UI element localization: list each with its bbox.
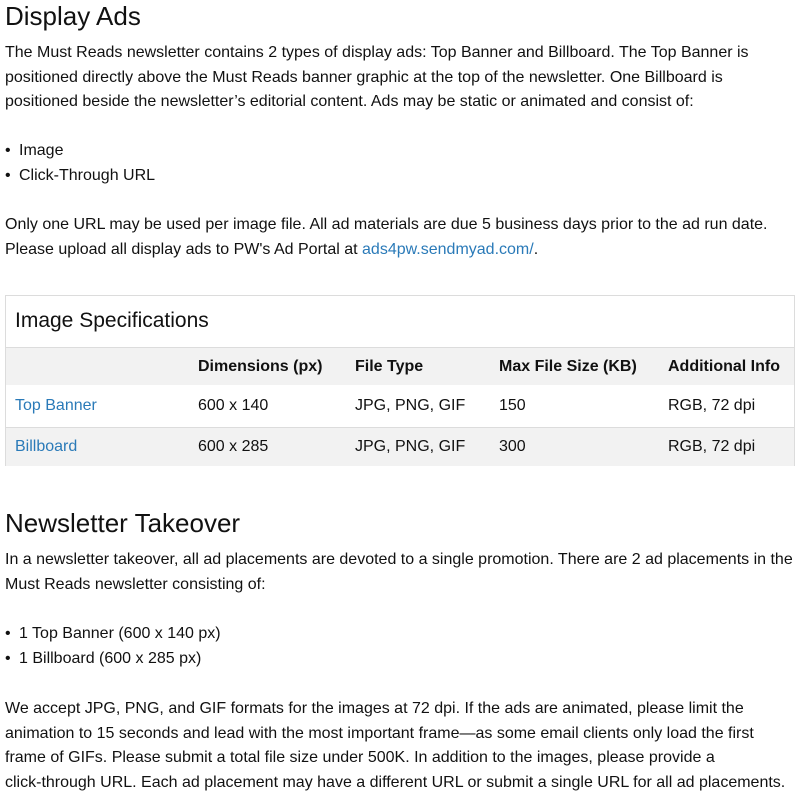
- bullet-icon: •: [5, 649, 11, 667]
- list-item: [5, 647, 221, 672]
- intro-line: positioned directly above the Must Reads banner graphic at the top of the newsletter. One Billboard is: [5, 68, 723, 86]
- takeover-details: [5, 697, 795, 795]
- details-line: click-through URL. Each ad placement may have a different URL or submit a single URL for all ad placements.: [5, 773, 786, 791]
- table-cell: RGB, 72 dpi: [668, 438, 756, 455]
- table-cell: RGB, 72 dpi: [668, 397, 756, 414]
- display-ads-intro: [5, 41, 795, 115]
- details-line: We accept JPG, PNG, and GIF formats for the images at 72 dpi. If the ads are animated, please limit the: [5, 700, 744, 717]
- column-header: File Type: [355, 358, 424, 375]
- table-cell: 600 x 285: [198, 438, 269, 455]
- takeover-intro: [5, 548, 795, 597]
- table-cell: 300: [499, 438, 526, 455]
- bullet-icon: •: [5, 625, 11, 642]
- display-ads-note: [5, 213, 795, 262]
- list-item: [5, 139, 155, 164]
- note-text: .: [533, 240, 539, 258]
- note-line: Only one URL may be used per image file. All ad materials are due 5 business days prior to the ad run date.: [5, 216, 768, 233]
- list-item-label: 1 Top Banner (600 x 140 px): [19, 625, 221, 642]
- table-row: [6, 385, 794, 426]
- table-title: Image Specifications: [15, 309, 209, 332]
- list-item: [5, 164, 155, 189]
- takeover-placements-list: [5, 622, 221, 671]
- note-line: [5, 238, 795, 263]
- intro-line: In a newsletter takeover, all ad placements are devoted to a single promotion. There are 2 ad placements in the: [5, 551, 793, 568]
- list-item: [5, 622, 221, 647]
- table-cell: 150: [499, 397, 526, 414]
- table-cell: JPG, PNG, GIF: [355, 438, 466, 455]
- table-cell: JPG, PNG, GIF: [355, 397, 466, 414]
- list-item-label: Click-Through URL: [19, 166, 156, 184]
- display-ads-materials-list: [5, 139, 155, 188]
- table-row: [6, 427, 794, 466]
- table-cell: 600 x 140: [198, 397, 269, 414]
- intro-line: Must Reads newsletter consisting of:: [5, 575, 266, 593]
- newsletter-takeover-heading: Newsletter Takeover: [5, 508, 241, 538]
- details-line: animation to 15 seconds and lead with the most important frame—as some email clients only load the first: [5, 724, 754, 742]
- bullet-icon: •: [5, 166, 11, 184]
- note-text: Please upload all display ads to PW's Ad Portal at: [5, 240, 363, 258]
- table-header-row: [6, 347, 794, 386]
- bullet-icon: •: [5, 142, 11, 159]
- billboard-link[interactable]: Billboard: [15, 438, 78, 455]
- image-specifications-table: [5, 295, 795, 466]
- ad-portal-link[interactable]: ads4pw.sendmyad.com/: [362, 240, 534, 258]
- top-banner-link[interactable]: Top Banner: [15, 397, 97, 414]
- display-ads-heading: Display Ads: [5, 1, 141, 31]
- column-header: Additional Info: [668, 358, 780, 375]
- list-item-label: Image: [19, 142, 64, 159]
- column-header: Max File Size (KB): [499, 358, 637, 375]
- intro-line: positioned beside the newsletter’s editorial content. Ads may be static or animated and consist of:: [5, 93, 694, 110]
- column-header: Dimensions (px): [198, 358, 323, 375]
- details-line: frame of GIFs. Please submit a total file size under 500K. In addition to the images, please provide a: [5, 749, 715, 766]
- intro-line: The Must Reads newsletter contains 2 types of display ads: Top Banner and Billboard. The Top Banner is: [5, 44, 749, 61]
- list-item-label: 1 Billboard (600 x 285 px): [19, 649, 202, 667]
